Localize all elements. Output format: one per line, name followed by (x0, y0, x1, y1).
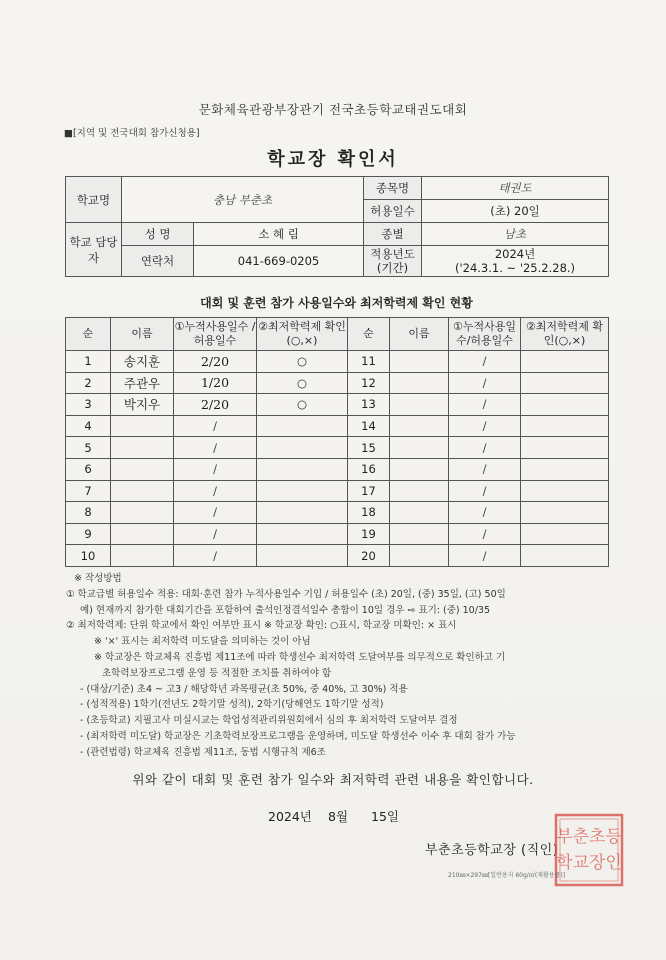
academic-check (257, 437, 348, 459)
used-days: / (449, 394, 521, 416)
check-mark: ○ (296, 375, 308, 390)
row-no: 17 (348, 480, 390, 502)
academic-check (257, 351, 348, 373)
academic-check (257, 523, 348, 545)
header-min-academic: ②최저학력제 확인(○,×) (257, 318, 348, 351)
row-no: 4 (66, 415, 111, 437)
note-line: - (초등학교) 지필고사 미실시교는 학업성적관리위원회에서 심의 후 최저학력 도달여부 결정 (80, 715, 458, 727)
academic-check (521, 523, 609, 545)
used-days: / (449, 523, 521, 545)
paper-spec-note: 210㎜×297㎜[일반용지 60g/㎡(재활용품)] (448, 872, 566, 879)
used-days: / (449, 372, 521, 394)
row-no: 8 (66, 502, 111, 524)
used-days: / (174, 480, 257, 502)
table-row (66, 372, 609, 394)
row-no: 5 (66, 437, 111, 459)
year-label: 적용년도 (기간) (364, 246, 422, 277)
table-row (66, 545, 609, 567)
student-name (390, 502, 449, 524)
used-days: / (174, 458, 257, 480)
principal-signature: 부춘초등학교장 (직인) (425, 843, 559, 858)
date-month: 8월 (328, 809, 349, 824)
used-days: / (449, 545, 521, 567)
header-used-days: ①누적사용일수 /허용일수 (174, 318, 257, 351)
row-no: 7 (66, 480, 111, 502)
academic-check (521, 458, 609, 480)
table-row (66, 394, 609, 416)
table-row (66, 437, 609, 459)
student-name (390, 351, 449, 373)
academic-check (257, 394, 348, 416)
writing-instructions (66, 571, 626, 761)
academic-check (521, 372, 609, 394)
note-line: - (대상/기준) 초4 ~ 고3 / 해당학년 과목평균(초 50%, 중 40%, 고 30%) 적용 (80, 683, 408, 695)
row-no: 15 (348, 437, 390, 459)
name-label: 성 명 (122, 223, 194, 246)
row-no: 6 (66, 458, 111, 480)
student-name (390, 372, 449, 394)
used-days: / (174, 437, 257, 459)
participation-table (65, 317, 609, 567)
table-row (66, 458, 609, 480)
event-value: 태권도 (422, 177, 609, 200)
svg-text:부춘초등: 부춘초등 (556, 827, 622, 847)
school-info-table (65, 176, 609, 277)
header-min-academic-right: ②최저학력제 확인(○,×) (521, 318, 609, 351)
used-days: / (174, 502, 257, 524)
student-name (111, 437, 174, 459)
used-days: / (174, 523, 257, 545)
date-day: 15일 (371, 809, 399, 824)
row-no: 18 (348, 502, 390, 524)
academic-check (521, 480, 609, 502)
row-no: 9 (66, 523, 111, 545)
student-name: 주관우 (111, 372, 174, 394)
table-row (66, 480, 609, 502)
used-days: / (449, 415, 521, 437)
used-days: / (449, 458, 521, 480)
notes-heading: ※ 작성방법 (74, 573, 122, 584)
category-note: ■[지역 및 전국대회 참가신청용] (64, 128, 200, 139)
row-no: 1 (66, 351, 111, 373)
student-name (111, 458, 174, 480)
row-no: 16 (348, 458, 390, 480)
event-label: 종목명 (364, 177, 422, 200)
gender-value: 남초 (422, 223, 609, 246)
student-name (111, 545, 174, 567)
note-line: 예) 현재까지 참가한 대회기간을 포함하여 출석인정결석일수 총합이 10일 경우 ⇨ 표기: (중) 10/35 (80, 604, 491, 616)
year-value: 2024년 (494, 247, 536, 261)
row-no: 13 (348, 394, 390, 416)
name-value: 소 혜 림 (194, 223, 364, 246)
header-name-right: 이름 (390, 318, 449, 351)
academic-check (521, 415, 609, 437)
row-no: 2 (66, 372, 111, 394)
student-name (390, 437, 449, 459)
svg-text:학교장인: 학교장인 (556, 853, 622, 873)
table-row (66, 415, 609, 437)
row-no: 11 (348, 351, 390, 373)
student-name (111, 502, 174, 524)
academic-check (521, 351, 609, 373)
row-no: 20 (348, 545, 390, 567)
document-title: 학교장 확인서 (267, 149, 399, 170)
academic-check (257, 545, 348, 567)
note-line: ※ '×' 표시는 최저학력 미도달을 의미하는 것이 아님 (94, 636, 311, 648)
academic-check (257, 372, 348, 394)
contact-value: 041-669-0205 (194, 246, 364, 277)
header-name: 이름 (111, 318, 174, 351)
used-days: 2/20 (174, 394, 257, 416)
student-name (390, 394, 449, 416)
student-name (390, 480, 449, 502)
row-no: 14 (348, 415, 390, 437)
row-no: 12 (348, 372, 390, 394)
student-name (111, 523, 174, 545)
academic-check (257, 458, 348, 480)
note-line: ※ 학교장은 학교체육 진흥법 제11조에 따라 학생선수 최저학력 도달여부를 의무적으로 확인하고 기 (94, 651, 506, 663)
row-no: 19 (348, 523, 390, 545)
year-cell (422, 246, 609, 277)
table-row (66, 523, 609, 545)
table-row (66, 502, 609, 524)
confirmation-statement: 위와 같이 대회 및 훈련 참가 일수와 최저학력 관련 내용을 확인합니다. (132, 772, 534, 787)
used-days: / (174, 545, 257, 567)
student-name (390, 545, 449, 567)
used-days: / (449, 502, 521, 524)
student-name (390, 458, 449, 480)
check-mark: ○ (296, 354, 308, 369)
used-days: / (449, 480, 521, 502)
academic-check (521, 437, 609, 459)
student-name (111, 480, 174, 502)
header-no-right: 순 (348, 318, 390, 351)
row-no: 10 (66, 545, 111, 567)
date-year: 2024년 (268, 809, 312, 824)
table-row (66, 351, 609, 373)
student-name: 박지우 (111, 394, 174, 416)
used-days: / (449, 351, 521, 373)
used-days: 2/20 (174, 351, 257, 373)
row-no: 3 (66, 394, 111, 416)
student-name (390, 523, 449, 545)
academic-check (521, 394, 609, 416)
student-name (390, 415, 449, 437)
note-line: - (관련법령) 학교체육 진흥법 제11조, 동법 시행규칙 제6조 (80, 746, 326, 758)
header-no: 순 (66, 318, 111, 351)
gender-label: 종별 (364, 223, 422, 246)
academic-check (257, 415, 348, 437)
academic-check (257, 480, 348, 502)
check-mark: ○ (296, 397, 308, 412)
note-line: 초학력보장프로그램 운영 등 적절한 조치를 취하여야 함 (102, 667, 332, 679)
note-line: ① 학교급별 허용일수 적용: 대회·훈련 참가 누적사용일수 기입 / 허용일수 (초) 20일, (중) 35일, (고) 50일 (66, 588, 506, 600)
academic-check (257, 502, 348, 524)
school-label: 학교명 (66, 177, 122, 223)
header-used-days-right: ①누적사용일 수/허용일수 (449, 318, 521, 351)
student-name (111, 415, 174, 437)
manager-label: 학교 담당자 (66, 223, 122, 277)
used-days: 1/20 (174, 372, 257, 394)
section-title: 대회 및 훈련 참가 사용일수와 최저학력제 확인 현황 (200, 296, 473, 310)
competition-name: 문화체육관광부장관기 전국초등학교태권도대회 (198, 102, 468, 117)
used-days: / (449, 437, 521, 459)
school-value: 충남 부춘초 (122, 177, 364, 223)
note-line: ② 최저학력제: 단위 학교에서 확인 여부만 표시 ※ 학교장 확인: ○표시, 학교장 미확인: × 표시 (66, 620, 457, 632)
note-line: - (최저학력 미도달) 학교장은 기초학력보장프로그램을 운영하며, 미도달 학생선수 이수 후 대회 참가 가능 (80, 730, 516, 742)
contact-label: 연락처 (122, 246, 194, 277)
used-days: / (174, 415, 257, 437)
note-line: - (성적적용) 1학기(전년도 2학기말 성적), 2학기(당해연도 1학기말 성적) (80, 699, 384, 711)
period-value: ('24.3.1. ~ '25.2.28.) (455, 261, 576, 275)
academic-check (521, 502, 609, 524)
days-value: (초) 20일 (422, 200, 609, 223)
academic-check (521, 545, 609, 567)
student-name: 송지훈 (111, 351, 174, 373)
days-label: 허용일수 (364, 200, 422, 223)
